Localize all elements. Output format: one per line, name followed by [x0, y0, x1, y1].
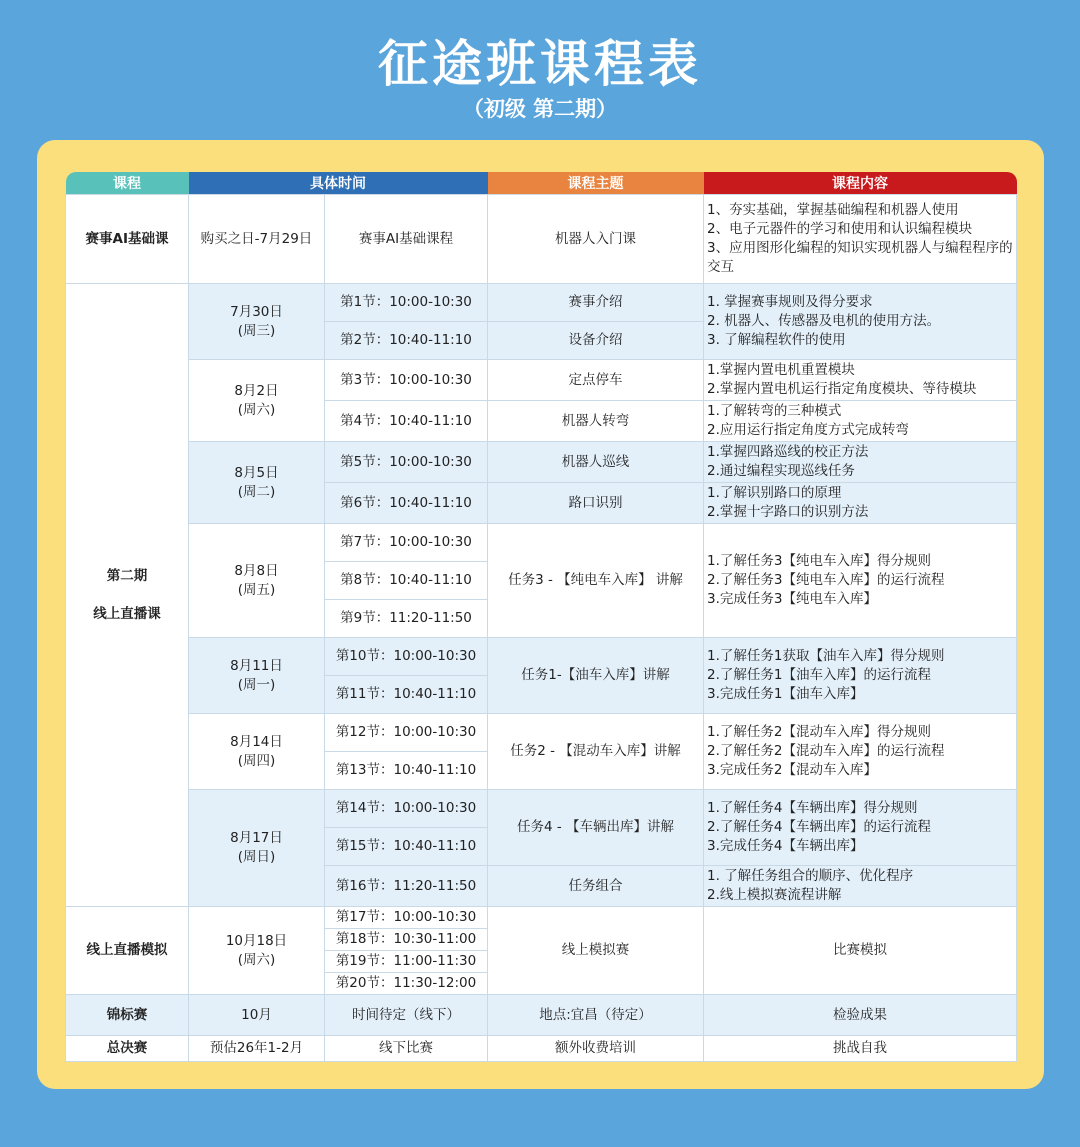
table-row — [66, 442, 1017, 483]
time-cell: 第16节：11:20-11:50 — [325, 866, 488, 907]
date-cell: 8月11日 (周一) — [189, 638, 325, 714]
date-cell: 8月5日 (周二) — [189, 442, 325, 524]
topic-cell: 定点停车 — [488, 360, 704, 401]
content-cell: 1.掌握四路巡线的校正方法 2.通过编程实现巡线任务 — [704, 442, 1017, 483]
content-cell: 1.了解任务2【混动车入库】得分规则 2.了解任务2【混动车入库】的运行流程 3.完成任务2【混动车入库】 — [704, 714, 1017, 790]
category-cell: 线上直播模拟 — [66, 907, 189, 995]
time-cell: 第2节：10:40-11:10 — [325, 322, 488, 360]
topic-cell: 任务4 - 【车辆出库】讲解 — [488, 790, 704, 866]
time-cell: 线下比赛 — [325, 1036, 488, 1062]
time-cell: 第13节：10:40-11:10 — [325, 752, 488, 790]
table-row — [66, 524, 1017, 562]
header-time: 具体时间 — [189, 172, 488, 195]
content-cell: 1.掌握内置电机重置模块 2.掌握内置电机运行指定角度模块、等待模块 — [704, 360, 1017, 401]
content-cell: 挑战自我 — [704, 1036, 1017, 1062]
page-title: 征途班课程表 — [378, 35, 702, 93]
time-cell: 第5节：10:00-10:30 — [325, 442, 488, 483]
content-cell: 1. 了解任务组合的顺序、优化程序 2.线上模拟赛流程讲解 — [704, 866, 1017, 907]
date-cell: 8月2日 (周六) — [189, 360, 325, 442]
topic-cell: 机器人转弯 — [488, 401, 704, 442]
table-row — [66, 907, 1017, 929]
category-cell: 赛事AI基础课 — [66, 195, 189, 284]
date-cell: 8月8日 (周五) — [189, 524, 325, 638]
time-cell: 第9节：11:20-11:50 — [325, 600, 488, 638]
time-cell: 第6节：10:40-11:10 — [325, 483, 488, 524]
page-subtitle: （初级 第二期） — [462, 97, 618, 121]
category-cell: 总决赛 — [66, 1036, 189, 1062]
topic-cell: 任务1-【油车入库】讲解 — [488, 638, 704, 714]
topic-cell: 赛事介绍 — [488, 284, 704, 322]
time-cell: 第15节：10:40-11:10 — [325, 828, 488, 866]
topic-cell: 机器人入门课 — [488, 195, 704, 284]
time-cell: 第7节：10:00-10:30 — [325, 524, 488, 562]
time-cell: 第14节：10:00-10:30 — [325, 790, 488, 828]
topic-cell: 设备介绍 — [488, 322, 704, 360]
time-cell: 第11节：10:40-11:10 — [325, 676, 488, 714]
time-cell: 第17节：10:00-10:30 — [325, 907, 488, 929]
date-cell: 7月30日 (周三) — [189, 284, 325, 360]
time-cell: 第12节：10:00-10:30 — [325, 714, 488, 752]
topic-cell: 任务3 - 【纯电车入库】 讲解 — [488, 524, 704, 638]
date-cell: 预估26年1-2月 — [189, 1036, 325, 1062]
time-cell: 第4节：10:40-11:10 — [325, 401, 488, 442]
category-cell: 锦标赛 — [66, 995, 189, 1036]
header-course: 课程 — [66, 172, 189, 195]
date-cell: 8月17日 (周日) — [189, 790, 325, 907]
header-content: 课程内容 — [704, 172, 1017, 195]
table-row — [66, 638, 1017, 676]
content-cell: 1. 掌握赛事规则及得分要求 2. 机器人、传感器及电机的使用方法。 3. 了解编程软件的使用 — [704, 284, 1017, 360]
topic-cell: 机器人巡线 — [488, 442, 704, 483]
date-cell: 8月14日 (周四) — [189, 714, 325, 790]
header-row — [66, 172, 1017, 195]
topic-cell: 线上模拟赛 — [488, 907, 704, 995]
schedule-table — [65, 172, 1017, 1062]
date-cell: 10月 — [189, 995, 325, 1036]
topic-cell: 额外收费培训 — [488, 1036, 704, 1062]
topic-cell: 路口识别 — [488, 483, 704, 524]
time-cell: 赛事AI基础课程 — [325, 195, 488, 284]
time-cell: 第20节：11:30-12:00 — [325, 973, 488, 995]
category-cell: 第二期 线上直播课 — [66, 284, 189, 907]
content-cell: 1.了解任务4【车辆出库】得分规则 2.了解任务4【车辆出库】的运行流程 3.完成任务4【车辆出库】 — [704, 790, 1017, 866]
time-cell: 第1节：10:00-10:30 — [325, 284, 488, 322]
time-cell: 第19节：11:00-11:30 — [325, 951, 488, 973]
content-cell: 1.了解识别路口的原理 2.掌握十字路口的识别方法 — [704, 483, 1017, 524]
table-row — [66, 790, 1017, 828]
date-cell: 购买之日-7月29日 — [189, 195, 325, 284]
content-cell: 1.了解转弯的三种模式 2.应用运行指定角度方式完成转弯 — [704, 401, 1017, 442]
topic-cell: 任务2 - 【混动车入库】讲解 — [488, 714, 704, 790]
time-cell: 第3节：10:00-10:30 — [325, 360, 488, 401]
topic-cell: 任务组合 — [488, 866, 704, 907]
table-row — [66, 995, 1017, 1036]
table-row — [66, 284, 1017, 322]
content-cell: 比赛模拟 — [704, 907, 1017, 995]
date-cell: 10月18日 (周六) — [189, 907, 325, 995]
content-cell: 检验成果 — [704, 995, 1017, 1036]
table-row — [66, 195, 1017, 284]
time-cell: 第8节：10:40-11:10 — [325, 562, 488, 600]
content-cell: 1.了解任务3【纯电车入库】得分规则 2.了解任务3【纯电车入库】的运行流程 3.完成任务3【纯电车入库】 — [704, 524, 1017, 638]
table-row — [66, 714, 1017, 752]
table-row — [66, 1036, 1017, 1062]
topic-cell: 地点:宜昌（待定） — [488, 995, 704, 1036]
content-cell: 1.了解任务1获取【油车入库】得分规则 2.了解任务1【油车入库】的运行流程 3.完成任务1【油车入库】 — [704, 638, 1017, 714]
content-cell: 1、夯实基础，掌握基础编程和机器人使用 2、电子元器件的学习和使用和认识编程模块 3、应用图形化编程的知识实现机器人与编程程序的交互 — [704, 195, 1017, 284]
time-cell: 时间待定（线下） — [325, 995, 488, 1036]
time-cell: 第10节：10:00-10:30 — [325, 638, 488, 676]
header-topic: 课程主题 — [488, 172, 704, 195]
table-row — [66, 360, 1017, 401]
time-cell: 第18节：10:30-11:00 — [325, 929, 488, 951]
